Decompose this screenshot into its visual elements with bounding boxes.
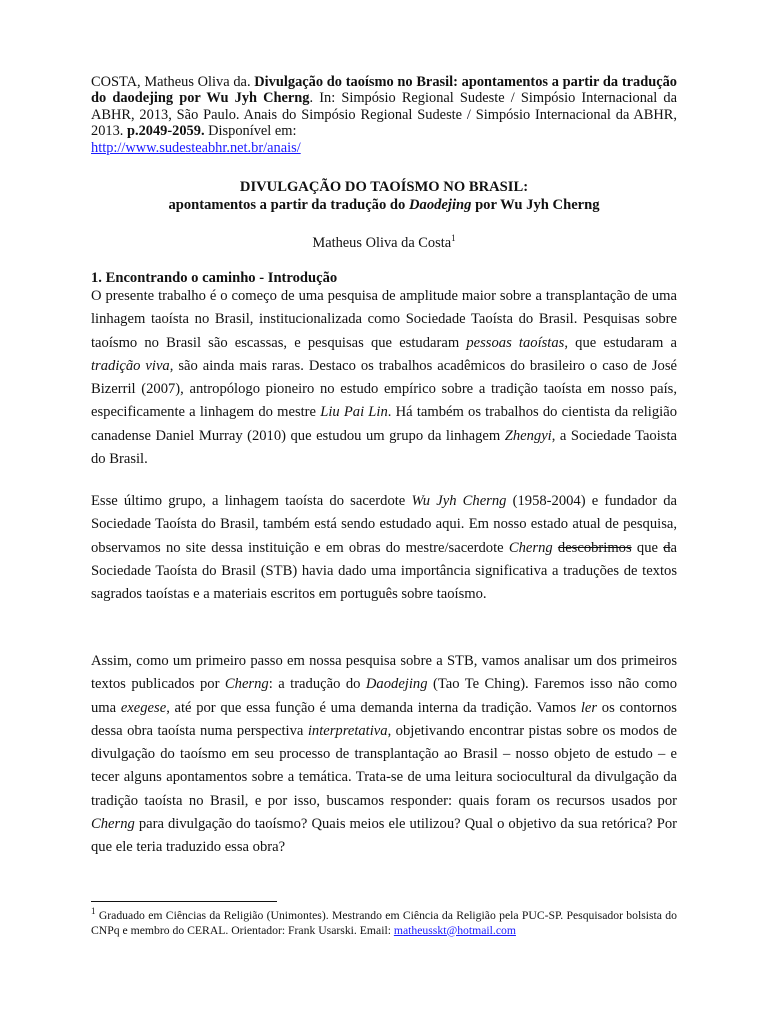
citation-author: COSTA, Matheus Oliva da.	[91, 74, 255, 90]
paragraph-1: O presente trabalho é o começo de uma pesquisa de amplitude maior sobre a transplantação de uma linhagem taoísta no Brasil, institucionalizada como Sociedade Taoísta do Brasil. Pesquisas sobre taoísmo no Brasil são escassas, e pesquisas que estudaram pessoas taoístas, que estudaram a tradição viva, são ainda mais raras. Destaco os trabalhos acadêmicos do brasileiro o caso de José Bizerril (2007), antropólogo pioneiro no estudo empírico sobre a tradição taoísta em nosso país, especificamente a linhagem do mestre Liu Pai Lin. Há também os trabalhos do cientista da religião canadense Daniel Murray (2010) que estudou um grupo da linhagem Zhengyi, a Sociedade Taoista do Brasil.	[91, 288, 677, 468]
section-heading: 1. Encontrando o caminho - Introdução	[91, 270, 338, 286]
footnote-reference[interactable]: 1	[451, 233, 456, 244]
paper-title-line1: DIVULGAÇÃO DO TAOÍSMO NO BRASIL:	[239, 179, 529, 195]
strikethrough-text: d	[663, 539, 671, 556]
footnote-mark: 1	[91, 906, 96, 917]
footnote	[91, 906, 677, 938]
strikethrough-text: descobrimos	[557, 539, 632, 556]
author-name: Matheus Oliva da Costa	[312, 235, 452, 251]
paragraph-2: Esse último grupo, a linhagem taoísta do sacerdote Wu Jyh Cherng (1958-2004) e fundador da Sociedade Taoísta do Brasil, também está sendo estudado aqui. Em nosso estado atual de pesquisa, observamos no site dessa instituição e em obras do mestre/sacerdote Cherng descobrimos que da Sociedade Taoísta do Brasil (STB) havia dado uma importância significativa a traduções de textos sagrados taoístas e a materiais escritos em português sobre taoísmo.	[91, 493, 677, 603]
citation-available: Disponível em:	[204, 123, 297, 140]
citation-title: Divulgação do taoísmo no Brasil: apontamentos a partir da tradução do daodejing por Wu Jyh Cherng	[91, 74, 677, 107]
citation-pages: p.2049-2059.	[126, 123, 205, 140]
paper-title-italic: Daodejing	[408, 197, 472, 213]
footnote-separator	[91, 901, 277, 902]
citation-source: . In: Simpósio Regional Sudeste / Simpósio Internacional da ABHR, 2013, São Paulo. Anais do Simpósio Regional Sudeste / Simpósio Internacional da ABHR, 2013.	[91, 90, 677, 140]
paragraph-3: Assim, como um primeiro passo em nossa pesquisa sobre a STB, vamos analisar um dos primeiros textos publicados por Cherng: a tradução do Daodejing (Tao Te Ching). Faremos isso não como uma exegese, até por que essa função é uma demanda interna da tradição. Vamos ler os contornos dessa obra taoísta numa perspectiva interpretativa, objetivando encontrar pistas sobre os modos de divulgação do taoísmo em seu processo de transplantação ao Brasil – nosso objeto de estudo – e tecer alguns apontamentos sobre a temática. Trata-se de uma leitura sociocultural da divulgação da tradição taoísta no Brasil, e por isso, buscamos responder: quais foram os recursos usados por Cherng para divulgação do taoísmo? Quais meios ele utilizou? Qual o objetivo da sua retórica? Por que ele teria traduzido essa obra?	[91, 653, 677, 856]
email-link[interactable]: matheusskt@hotmail.com	[393, 923, 516, 937]
paper-title-line2: apontamentos a partir da tradução do Daodejing por Wu Jyh Cherng	[168, 197, 600, 213]
bibliographic-citation	[91, 74, 677, 156]
paper-author	[91, 235, 677, 252]
footnote-text: Graduado em Ciências da Religião (Unimontes). Mestrando em Ciência da Religião pela PUC-SP. Pesquisador bolsista do CNPq e membro do CERAL. Orientador: Frank Usarski. Email:	[91, 909, 677, 937]
paper-title	[91, 178, 677, 214]
citation-url-link[interactable]: http://www.sudesteabhr.net.br/anais/	[91, 139, 301, 156]
